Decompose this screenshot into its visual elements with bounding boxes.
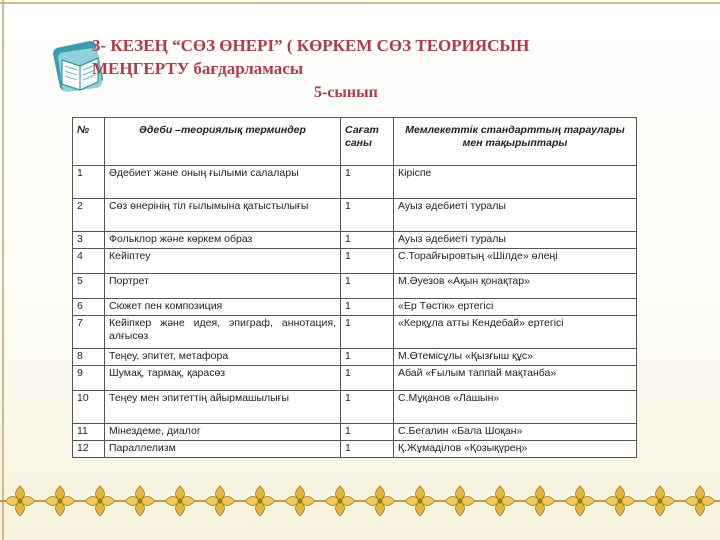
- table-row: [73, 441, 637, 458]
- row-hours: 1: [341, 441, 394, 458]
- row-topic: С.Бегалин «Бала Шоқан»: [394, 424, 637, 441]
- table-row: [73, 424, 637, 441]
- title-line-2: МЕҢГЕРТУ бағдарламасы: [92, 59, 304, 78]
- header-standard: Мемлекеттік стандарттың тараулары мен тақырыптары: [394, 118, 637, 166]
- row-hours: 1: [341, 299, 394, 316]
- row-hours: 1: [341, 391, 394, 424]
- title-line-1: 3- КЕЗЕҢ “СӨЗ ӨНЕРІ” ( КӨРКЕМ СӨЗ ТЕОРИЯСЫН: [92, 36, 530, 55]
- table-row: [73, 199, 637, 232]
- grade-label: 5-сынып: [314, 84, 378, 101]
- row-topic: «Ер Төстік» ертегісі: [394, 299, 637, 316]
- curriculum-table: [72, 117, 637, 458]
- row-hours: 1: [341, 199, 394, 232]
- row-hours: 1: [341, 349, 394, 366]
- table-row: [73, 316, 637, 349]
- row-term: Фольклор және көркем образ: [105, 232, 341, 249]
- top-border: [0, 2, 720, 4]
- row-topic: «Керқұла атты Кендебай» ертегісі: [394, 316, 637, 349]
- table-row: [73, 366, 637, 391]
- row-hours: 1: [341, 366, 394, 391]
- row-topic: Ауыз әдебиеті туралы: [394, 199, 637, 232]
- row-hours: 1: [341, 274, 394, 299]
- row-hours: 1: [341, 249, 394, 274]
- row-number: 3: [73, 232, 105, 249]
- left-border: [2, 0, 4, 540]
- table-row: [73, 274, 637, 299]
- row-hours: 1: [341, 166, 394, 199]
- row-term: Шумақ, тармақ, қарасөз: [105, 366, 341, 391]
- header-hours: Сағат саны: [341, 118, 394, 166]
- row-term: Сюжет пен композиция: [105, 299, 341, 316]
- row-term: Теңеу, эпитет, метафора: [105, 349, 341, 366]
- row-topic: М.Өтемісұлы «Қызғыш құс»: [394, 349, 637, 366]
- row-term: Параллелизм: [105, 441, 341, 458]
- table-row: [73, 391, 637, 424]
- row-topic: М.Әуезов «Ақын қонақтар»: [394, 274, 637, 299]
- row-number: 4: [73, 249, 105, 274]
- row-term: Портрет: [105, 274, 341, 299]
- row-topic: С.Торайғыровтың «Шілде» өлеңі: [394, 249, 637, 274]
- table-row: [73, 166, 637, 199]
- row-term: Теңеу мен эпитеттің айырмашылығы: [105, 391, 341, 424]
- table-row: [73, 249, 637, 274]
- row-topic: Ауыз әдебиеті туралы: [394, 232, 637, 249]
- row-topic: Абай «Ғылым таппай мақтанба»: [394, 366, 637, 391]
- row-number: 9: [73, 366, 105, 391]
- row-number: 2: [73, 199, 105, 232]
- row-number: 6: [73, 299, 105, 316]
- header-number: №: [73, 118, 105, 166]
- row-number: 1: [73, 166, 105, 199]
- row-hours: 1: [341, 232, 394, 249]
- row-hours: 1: [341, 316, 394, 349]
- ornament-border: [0, 482, 720, 520]
- row-topic: С.Мұқанов «Лашын»: [394, 391, 637, 424]
- row-number: 12: [73, 441, 105, 458]
- row-number: 5: [73, 274, 105, 299]
- table-row: [73, 299, 637, 316]
- row-topic: Қ.Жұмаділов «Қозықүрең»: [394, 441, 637, 458]
- table-header-row: [73, 118, 637, 166]
- row-hours: 1: [341, 424, 394, 441]
- row-term: Сөз өнерінің тіл ғылымына қатыстылығы: [105, 199, 341, 232]
- row-topic: Кіріспе: [394, 166, 637, 199]
- row-number: 7: [73, 316, 105, 349]
- row-number: 11: [73, 424, 105, 441]
- row-term: Мінездеме, диалог: [105, 424, 341, 441]
- table-row: [73, 232, 637, 249]
- header-term: Әдеби –теориялық терминдер: [105, 118, 341, 166]
- row-term: Кейіпкер және идея, эпиграф, аннотация, алғысөз: [105, 316, 341, 349]
- row-number: 8: [73, 349, 105, 366]
- row-number: 10: [73, 391, 105, 424]
- table-row: [73, 349, 637, 366]
- row-term: Кейіптеу: [105, 249, 341, 274]
- row-term: Әдебиет және оның ғылыми салалары: [105, 166, 341, 199]
- slide-title: [92, 34, 692, 80]
